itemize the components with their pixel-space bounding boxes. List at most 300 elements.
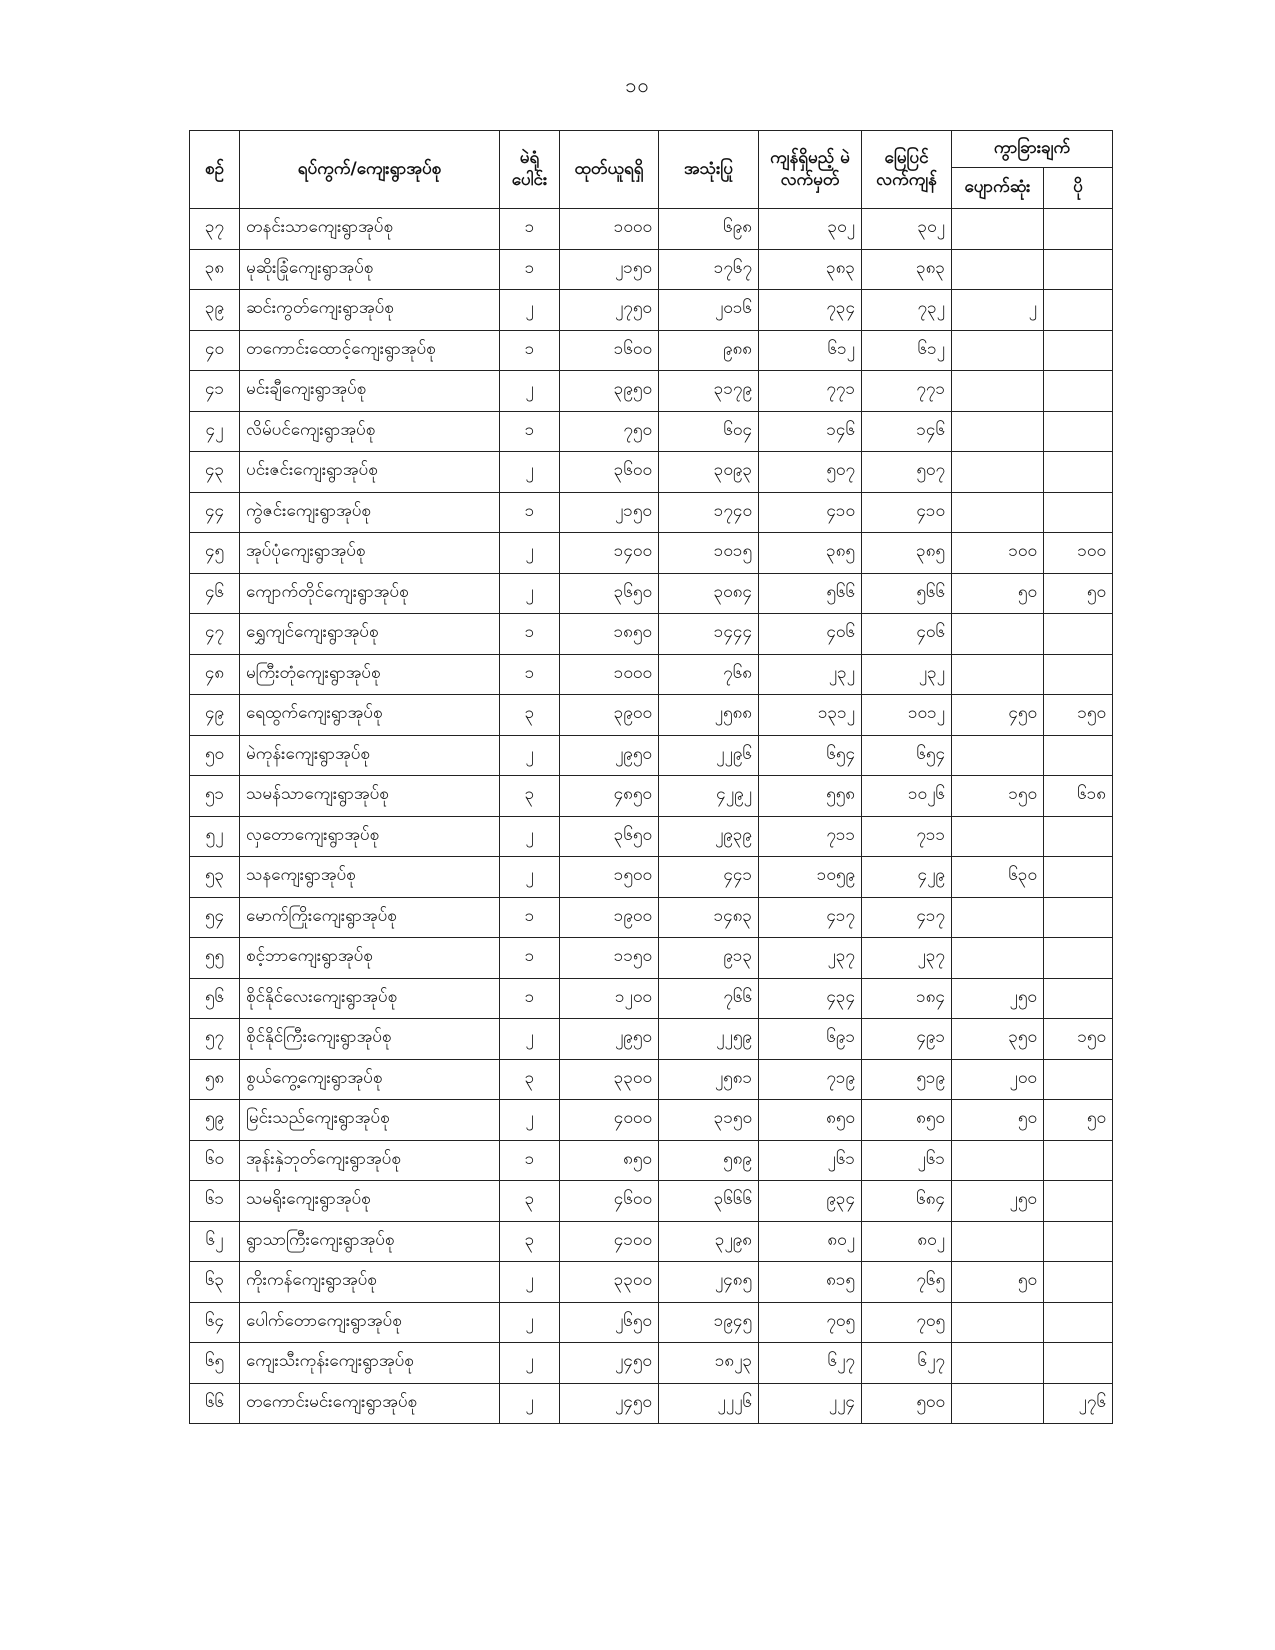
cell-remaining: ၆၉၁ bbox=[759, 1019, 862, 1060]
cell-extra bbox=[1044, 492, 1113, 533]
cell-extra: ၁၀၀ bbox=[1044, 533, 1113, 574]
cell-remaining: ၂၂၄ bbox=[759, 1383, 862, 1424]
cell-extra: ၆၁၈ bbox=[1044, 776, 1113, 817]
cell-eligible: ၄၈၅၀ bbox=[560, 776, 659, 817]
cell-extra: ၂၇၆ bbox=[1044, 1383, 1113, 1424]
cell-no: ၆၃ bbox=[190, 1262, 240, 1303]
cell-polling-stations: ၁ bbox=[500, 897, 560, 938]
cell-name: စင့်ဘာကျေးရွာအုပ်စု bbox=[240, 938, 500, 979]
cell-name: စိုင်နိုင်လေးကျေးရွာအုပ်စု bbox=[240, 978, 500, 1019]
cell-extra: ၅၀ bbox=[1044, 573, 1113, 614]
cell-remaining: ၁၄၆ bbox=[759, 411, 862, 452]
table-row bbox=[190, 776, 1113, 817]
cell-polling-stations: ၂ bbox=[500, 573, 560, 614]
cell-no: ၅၄ bbox=[190, 897, 240, 938]
cell-diff: ၁၄၆ bbox=[862, 411, 952, 452]
cell-name: ရွာသာကြီးကျေးရွာအုပ်စု bbox=[240, 1221, 500, 1262]
table-row bbox=[190, 1019, 1113, 1060]
cell-used: ၁၉၄၅ bbox=[659, 1302, 759, 1343]
cell-eligible: ၁၆၀၀ bbox=[560, 330, 659, 371]
table-body bbox=[190, 209, 1113, 1424]
cell-remaining: ၄၁၀ bbox=[759, 492, 862, 533]
cell-no: ၄၇ bbox=[190, 614, 240, 655]
cell-diff: ၇၀၅ bbox=[862, 1302, 952, 1343]
cell-eligible: ၂၉၅၀ bbox=[560, 735, 659, 776]
cell-used: ၂၉၃၉ bbox=[659, 816, 759, 857]
cell-used: ၃၁၇၉ bbox=[659, 371, 759, 412]
cell-extra bbox=[1044, 816, 1113, 857]
cell-name: မဲကုန်းကျေးရွာအုပ်စု bbox=[240, 735, 500, 776]
cell-remaining: ၃၈၃ bbox=[759, 249, 862, 290]
cell-no: ၄၄ bbox=[190, 492, 240, 533]
table-row bbox=[190, 695, 1113, 736]
cell-polling-stations: ၃ bbox=[500, 1181, 560, 1222]
cell-eligible: ၂၄၅၀ bbox=[560, 1343, 659, 1384]
cell-extra bbox=[1044, 938, 1113, 979]
cell-used: ၉၈၈ bbox=[659, 330, 759, 371]
table-row bbox=[190, 533, 1113, 574]
cell-extra bbox=[1044, 411, 1113, 452]
cell-polling-stations: ၃ bbox=[500, 776, 560, 817]
cell-eligible: ၁၈၅၀ bbox=[560, 614, 659, 655]
cell-remaining: ၃၈၅ bbox=[759, 533, 862, 574]
cell-polling-stations: ၁ bbox=[500, 330, 560, 371]
cell-lost: ၂ bbox=[952, 290, 1044, 331]
cell-lost: ၅၀ bbox=[952, 1262, 1044, 1303]
cell-remaining: ၇၇၁ bbox=[759, 371, 862, 412]
cell-used: ၃၀၉၃ bbox=[659, 452, 759, 493]
cell-used: ၁၈၂၃ bbox=[659, 1343, 759, 1384]
header-extra: ပို bbox=[1044, 168, 1113, 209]
cell-polling-stations: ၁ bbox=[500, 492, 560, 533]
cell-polling-stations: ၃ bbox=[500, 1059, 560, 1100]
cell-polling-stations: ၁ bbox=[500, 411, 560, 452]
cell-no: ၅၇ bbox=[190, 1019, 240, 1060]
cell-name: သနကျေးရွာအုပ်စု bbox=[240, 857, 500, 898]
cell-polling-stations: ၂ bbox=[500, 1383, 560, 1424]
cell-polling-stations: ၂ bbox=[500, 816, 560, 857]
cell-eligible: ၃၆၀၀ bbox=[560, 452, 659, 493]
cell-diff: ၆၅၄ bbox=[862, 735, 952, 776]
cell-diff: ၂၆၁ bbox=[862, 1140, 952, 1181]
cell-eligible: ၂၆၅၀ bbox=[560, 1302, 659, 1343]
cell-polling-stations: ၁ bbox=[500, 249, 560, 290]
cell-name: တကောင်းမင်းကျေးရွာအုပ်စု bbox=[240, 1383, 500, 1424]
cell-eligible: ၄၁၀၀ bbox=[560, 1221, 659, 1262]
cell-name: တကောင်းထောင့်ကျေးရွာအုပ်စု bbox=[240, 330, 500, 371]
table-row bbox=[190, 1343, 1113, 1384]
cell-name: လိမ်ပင်ကျေးရွာအုပ်စု bbox=[240, 411, 500, 452]
cell-eligible: ၁၉၀၀ bbox=[560, 897, 659, 938]
cell-extra bbox=[1044, 614, 1113, 655]
cell-used: ၅၈၉ bbox=[659, 1140, 759, 1181]
table-row bbox=[190, 290, 1113, 331]
cell-polling-stations: ၃ bbox=[500, 1221, 560, 1262]
cell-polling-stations: ၁ bbox=[500, 654, 560, 695]
cell-no: ၅၀ bbox=[190, 735, 240, 776]
cell-lost: ၆၃၀ bbox=[952, 857, 1044, 898]
cell-no: ၄၀ bbox=[190, 330, 240, 371]
header-variance: ကွာခြားချက် bbox=[952, 131, 1113, 168]
cell-used: ၁၄၈၃ bbox=[659, 897, 759, 938]
cell-remaining: ၃၀၂ bbox=[759, 209, 862, 250]
cell-no: ၄၂ bbox=[190, 411, 240, 452]
cell-used: ၁၇၄၀ bbox=[659, 492, 759, 533]
cell-no: ၄၁ bbox=[190, 371, 240, 412]
cell-name: ပင်းဇင်းကျေးရွာအုပ်စု bbox=[240, 452, 500, 493]
cell-name: ရွှေကျင်ကျေးရွာအုပ်စု bbox=[240, 614, 500, 655]
cell-extra bbox=[1044, 452, 1113, 493]
cell-name: ရေထွက်ကျေးရွာအုပ်စု bbox=[240, 695, 500, 736]
cell-name: အုန်းနှဲဘုတ်ကျေးရွာအုပ်စု bbox=[240, 1140, 500, 1181]
cell-eligible: ၃၃၀၀ bbox=[560, 1059, 659, 1100]
cell-no: ၅၈ bbox=[190, 1059, 240, 1100]
cell-name: ဆင်းကွတ်ကျေးရွာအုပ်စု bbox=[240, 290, 500, 331]
cell-remaining: ၂၃၇ bbox=[759, 938, 862, 979]
cell-name: ကိုးကန်ကျေးရွာအုပ်စု bbox=[240, 1262, 500, 1303]
cell-lost: ၂၅၀ bbox=[952, 1181, 1044, 1222]
cell-used: ၂၅၈၁ bbox=[659, 1059, 759, 1100]
cell-lost bbox=[952, 411, 1044, 452]
cell-remaining: ၈၅၀ bbox=[759, 1100, 862, 1141]
cell-name: ကျောက်တိုင်ကျေးရွာအုပ်စု bbox=[240, 573, 500, 614]
cell-extra bbox=[1044, 1343, 1113, 1384]
cell-remaining: ၄၀၆ bbox=[759, 614, 862, 655]
cell-eligible: ၃၉၀၀ bbox=[560, 695, 659, 736]
cell-no: ၆၁ bbox=[190, 1181, 240, 1222]
table-row bbox=[190, 573, 1113, 614]
cell-lost bbox=[952, 492, 1044, 533]
cell-remaining: ၇၁၉ bbox=[759, 1059, 862, 1100]
cell-used: ၂၂၉၆ bbox=[659, 735, 759, 776]
cell-lost bbox=[952, 614, 1044, 655]
cell-used: ၇၆၈ bbox=[659, 654, 759, 695]
table-row bbox=[190, 897, 1113, 938]
header-no: စဉ် bbox=[190, 131, 240, 209]
cell-no: ၅၅ bbox=[190, 938, 240, 979]
table-row bbox=[190, 1181, 1113, 1222]
cell-eligible: ၂၉၅၀ bbox=[560, 1019, 659, 1060]
cell-diff: ၄၉၁ bbox=[862, 1019, 952, 1060]
cell-extra bbox=[1044, 1221, 1113, 1262]
table-row bbox=[190, 1221, 1113, 1262]
table-row bbox=[190, 1100, 1113, 1141]
cell-eligible: ၃၆၅၀ bbox=[560, 573, 659, 614]
cell-remaining: ၇၁၁ bbox=[759, 816, 862, 857]
cell-no: ၆၅ bbox=[190, 1343, 240, 1384]
cell-diff: ၃၀၂ bbox=[862, 209, 952, 250]
cell-used: ၂၅၈၈ bbox=[659, 695, 759, 736]
cell-eligible: ၈၅၀ bbox=[560, 1140, 659, 1181]
cell-remaining: ၅၀၇ bbox=[759, 452, 862, 493]
cell-used: ၁၇၆၇ bbox=[659, 249, 759, 290]
cell-name: လှတောကျေးရွာအုပ်စု bbox=[240, 816, 500, 857]
cell-no: ၄၉ bbox=[190, 695, 240, 736]
cell-used: ၃၀၈၄ bbox=[659, 573, 759, 614]
cell-remaining: ၆၂၇ bbox=[759, 1343, 862, 1384]
cell-lost bbox=[952, 452, 1044, 493]
cell-diff: ၅၀၇ bbox=[862, 452, 952, 493]
cell-no: ၆၂ bbox=[190, 1221, 240, 1262]
cell-polling-stations: ၂ bbox=[500, 1019, 560, 1060]
cell-no: ၃၈ bbox=[190, 249, 240, 290]
cell-polling-stations: ၁ bbox=[500, 1140, 560, 1181]
cell-used: ၉၁၃ bbox=[659, 938, 759, 979]
cell-polling-stations: ၂ bbox=[500, 371, 560, 412]
cell-extra bbox=[1044, 371, 1113, 412]
cell-eligible: ၂၇၅၀ bbox=[560, 290, 659, 331]
cell-extra bbox=[1044, 654, 1113, 695]
cell-name: မြင်းသည်ကျေးရွာအုပ်စု bbox=[240, 1100, 500, 1141]
cell-extra bbox=[1044, 249, 1113, 290]
cell-no: ၆၀ bbox=[190, 1140, 240, 1181]
table-row bbox=[190, 249, 1113, 290]
cell-extra: ၁၅၀ bbox=[1044, 695, 1113, 736]
cell-eligible: ၁၄၀၀ bbox=[560, 533, 659, 574]
cell-lost bbox=[952, 330, 1044, 371]
cell-remaining: ၈၀၂ bbox=[759, 1221, 862, 1262]
cell-lost: ၅၀ bbox=[952, 573, 1044, 614]
cell-extra bbox=[1044, 290, 1113, 331]
table-row bbox=[190, 1140, 1113, 1181]
header-eligible: ထုတ်ယူရရှိ bbox=[560, 131, 659, 209]
cell-lost: ၃၅၀ bbox=[952, 1019, 1044, 1060]
table-row bbox=[190, 614, 1113, 655]
cell-remaining: ၂၃၂ bbox=[759, 654, 862, 695]
cell-lost bbox=[952, 816, 1044, 857]
table-row bbox=[190, 452, 1113, 493]
cell-polling-stations: ၁ bbox=[500, 938, 560, 979]
cell-extra bbox=[1044, 1140, 1113, 1181]
cell-used: ၆၀၄ bbox=[659, 411, 759, 452]
cell-diff: ၄၁၇ bbox=[862, 897, 952, 938]
cell-polling-stations: ၂ bbox=[500, 1262, 560, 1303]
cell-lost bbox=[952, 371, 1044, 412]
cell-lost bbox=[952, 654, 1044, 695]
cell-lost: ၂၀၀ bbox=[952, 1059, 1044, 1100]
cell-diff: ၂၃၂ bbox=[862, 654, 952, 695]
cell-lost: ၁၅၀ bbox=[952, 776, 1044, 817]
cell-eligible: ၁၀၀၀ bbox=[560, 209, 659, 250]
cell-remaining: ၅၆၆ bbox=[759, 573, 862, 614]
cell-diff: ၄၂၉ bbox=[862, 857, 952, 898]
table-row bbox=[190, 735, 1113, 776]
cell-eligible: ၂၁၅၀ bbox=[560, 492, 659, 533]
cell-no: ၄၃ bbox=[190, 452, 240, 493]
cell-remaining: ၂၆၁ bbox=[759, 1140, 862, 1181]
cell-remaining: ၄၃၄ bbox=[759, 978, 862, 1019]
cell-diff: ၅၆၆ bbox=[862, 573, 952, 614]
cell-diff: ၅၁၉ bbox=[862, 1059, 952, 1100]
table-row bbox=[190, 371, 1113, 412]
cell-polling-stations: ၂ bbox=[500, 290, 560, 331]
cell-remaining: ၆၁၂ bbox=[759, 330, 862, 371]
cell-eligible: ၄၀၀၀ bbox=[560, 1100, 659, 1141]
table-row bbox=[190, 330, 1113, 371]
cell-extra bbox=[1044, 735, 1113, 776]
cell-extra: ၅၀ bbox=[1044, 1100, 1113, 1141]
cell-no: ၃၇ bbox=[190, 209, 240, 250]
cell-remaining: ၅၅၈ bbox=[759, 776, 862, 817]
cell-diff: ၈၀၂ bbox=[862, 1221, 952, 1262]
cell-diff: ၃၈၃ bbox=[862, 249, 952, 290]
cell-no: ၅၉ bbox=[190, 1100, 240, 1141]
cell-used: ၃၁၅၀ bbox=[659, 1100, 759, 1141]
cell-name: စွယ်ကွေ့ကျေးရွာအုပ်စု bbox=[240, 1059, 500, 1100]
cell-remaining: ၇၀၅ bbox=[759, 1302, 862, 1343]
cell-no: ၅၃ bbox=[190, 857, 240, 898]
cell-used: ၂၂၅၉ bbox=[659, 1019, 759, 1060]
cell-name: မင်းချီကျေးရွာအုပ်စု bbox=[240, 371, 500, 412]
cell-lost bbox=[952, 1343, 1044, 1384]
cell-used: ၃၆၆၆ bbox=[659, 1181, 759, 1222]
cell-name: သမန်သာကျေးရွာအုပ်စု bbox=[240, 776, 500, 817]
cell-lost: ၂၅၀ bbox=[952, 978, 1044, 1019]
cell-polling-stations: ၁ bbox=[500, 209, 560, 250]
cell-diff: ၇၇၁ bbox=[862, 371, 952, 412]
cell-extra bbox=[1044, 857, 1113, 898]
cell-used: ၃၂၉၈ bbox=[659, 1221, 759, 1262]
cell-extra bbox=[1044, 978, 1113, 1019]
cell-diff: ၆၈၄ bbox=[862, 1181, 952, 1222]
table-row bbox=[190, 1302, 1113, 1343]
table-row bbox=[190, 938, 1113, 979]
table-row bbox=[190, 411, 1113, 452]
cell-no: ၆၄ bbox=[190, 1302, 240, 1343]
cell-diff: ၂၃၇ bbox=[862, 938, 952, 979]
cell-diff: ၈၅၀ bbox=[862, 1100, 952, 1141]
cell-remaining: ၉၃၄ bbox=[759, 1181, 862, 1222]
page-number: ၁၀ bbox=[625, 73, 650, 97]
header-name: ရပ်ကွက်/ကျေးရွာအုပ်စု bbox=[240, 131, 500, 209]
table-row bbox=[190, 209, 1113, 250]
cell-eligible: ၃၆၅၀ bbox=[560, 816, 659, 857]
cell-name: ကျေးသီးကုန်းကျေးရွာအုပ်စု bbox=[240, 1343, 500, 1384]
cell-lost bbox=[952, 1383, 1044, 1424]
cell-name: အုပ်ပုံကျေးရွာအုပ်စု bbox=[240, 533, 500, 574]
cell-extra bbox=[1044, 1181, 1113, 1222]
table-row bbox=[190, 1059, 1113, 1100]
cell-name: မုဆိုးခြုံကျေးရွာအုပ်စု bbox=[240, 249, 500, 290]
cell-eligible: ၁၂၀၀ bbox=[560, 978, 659, 1019]
cell-eligible: ၇၅၀ bbox=[560, 411, 659, 452]
cell-lost bbox=[952, 735, 1044, 776]
cell-no: ၃၉ bbox=[190, 290, 240, 331]
cell-lost bbox=[952, 897, 1044, 938]
table-row bbox=[190, 816, 1113, 857]
cell-extra bbox=[1044, 330, 1113, 371]
cell-diff: ၇၆၅ bbox=[862, 1262, 952, 1303]
cell-used: ၇၆၆ bbox=[659, 978, 759, 1019]
cell-polling-stations: ၂ bbox=[500, 533, 560, 574]
cell-extra bbox=[1044, 1302, 1113, 1343]
cell-extra: ၁၅၀ bbox=[1044, 1019, 1113, 1060]
cell-diff: ၃၈၅ bbox=[862, 533, 952, 574]
cell-eligible: ၂၄၅၀ bbox=[560, 1383, 659, 1424]
cell-diff: ၆၂၇ bbox=[862, 1343, 952, 1384]
cell-diff: ၇၃၂ bbox=[862, 290, 952, 331]
cell-used: ၂၂၂၆ bbox=[659, 1383, 759, 1424]
cell-polling-stations: ၁ bbox=[500, 614, 560, 655]
cell-used: ၂၄၈၅ bbox=[659, 1262, 759, 1303]
cell-lost bbox=[952, 1302, 1044, 1343]
cell-name: မကြီးတုံကျေးရွာအုပ်စု bbox=[240, 654, 500, 695]
cell-no: ၄၆ bbox=[190, 573, 240, 614]
cell-diff: ၆၁၂ bbox=[862, 330, 952, 371]
cell-eligible: ၄၆၀၀ bbox=[560, 1181, 659, 1222]
cell-no: ၅၂ bbox=[190, 816, 240, 857]
table-row bbox=[190, 978, 1113, 1019]
cell-extra bbox=[1044, 209, 1113, 250]
cell-used: ၁၄၄၄ bbox=[659, 614, 759, 655]
table-row bbox=[190, 1262, 1113, 1303]
table-row bbox=[190, 492, 1113, 533]
cell-polling-stations: ၂ bbox=[500, 1343, 560, 1384]
header-lost: ပျောက်ဆုံး bbox=[952, 168, 1044, 209]
cell-name: မောက်ကြိုးကျေးရွာအုပ်စု bbox=[240, 897, 500, 938]
cell-extra bbox=[1044, 897, 1113, 938]
cell-diff: ၄၁၀ bbox=[862, 492, 952, 533]
header-remaining: ကျန်ရှိမည့် မဲလက်မှတ် bbox=[759, 131, 862, 209]
table-row bbox=[190, 857, 1113, 898]
header-used: အသုံးပြု bbox=[659, 131, 759, 209]
cell-remaining: ၈၁၅ bbox=[759, 1262, 862, 1303]
table-row bbox=[190, 1383, 1113, 1424]
cell-used: ၄၂၉၂ bbox=[659, 776, 759, 817]
cell-remaining: ၆၅၄ bbox=[759, 735, 862, 776]
cell-polling-stations: ၂ bbox=[500, 735, 560, 776]
cell-used: ၆၉၈ bbox=[659, 209, 759, 250]
cell-diff: ၅၀၀ bbox=[862, 1383, 952, 1424]
cell-lost bbox=[952, 209, 1044, 250]
cell-eligible: ၃၉၅၀ bbox=[560, 371, 659, 412]
cell-polling-stations: ၃ bbox=[500, 695, 560, 736]
cell-name: သမရိုးကျေးရွာအုပ်စု bbox=[240, 1181, 500, 1222]
cell-remaining: ၇၃၄ bbox=[759, 290, 862, 331]
cell-eligible: ၁၅၀၀ bbox=[560, 857, 659, 898]
cell-lost: ၄၅၀ bbox=[952, 695, 1044, 736]
cell-remaining: ၁၃၁၂ bbox=[759, 695, 862, 736]
table-header bbox=[190, 131, 1113, 209]
cell-no: ၅၁ bbox=[190, 776, 240, 817]
cell-lost: ၁၀၀ bbox=[952, 533, 1044, 574]
ballot-table bbox=[189, 130, 1113, 1424]
cell-no: ၆၆ bbox=[190, 1383, 240, 1424]
cell-lost bbox=[952, 938, 1044, 979]
table-row bbox=[190, 654, 1113, 695]
cell-eligible: ၂၁၅၀ bbox=[560, 249, 659, 290]
cell-eligible: ၁၁၅၀ bbox=[560, 938, 659, 979]
cell-polling-stations: ၁ bbox=[500, 978, 560, 1019]
cell-diff: ၁၀၁၂ bbox=[862, 695, 952, 736]
cell-polling-stations: ၂ bbox=[500, 857, 560, 898]
cell-remaining: ၄၁၇ bbox=[759, 897, 862, 938]
cell-diff: ၁၀၂၆ bbox=[862, 776, 952, 817]
cell-eligible: ၃၃၀၀ bbox=[560, 1262, 659, 1303]
cell-lost bbox=[952, 249, 1044, 290]
cell-used: ၁၀၁၅ bbox=[659, 533, 759, 574]
cell-remaining: ၁၀၅၉ bbox=[759, 857, 862, 898]
cell-polling-stations: ၂ bbox=[500, 452, 560, 493]
cell-name: ကွဲဇင်းကျေးရွာအုပ်စု bbox=[240, 492, 500, 533]
cell-lost: ၅၀ bbox=[952, 1100, 1044, 1141]
cell-name: တနင်းသာကျေးရွာအုပ်စု bbox=[240, 209, 500, 250]
cell-used: ၂၀၁၆ bbox=[659, 290, 759, 331]
cell-lost bbox=[952, 1140, 1044, 1181]
cell-name: ပေါက်တောကျေးရွာအုပ်စု bbox=[240, 1302, 500, 1343]
cell-eligible: ၁၀၀၀ bbox=[560, 654, 659, 695]
cell-name: စိုင်နိုင်ကြီးကျေးရွာအုပ်စု bbox=[240, 1019, 500, 1060]
